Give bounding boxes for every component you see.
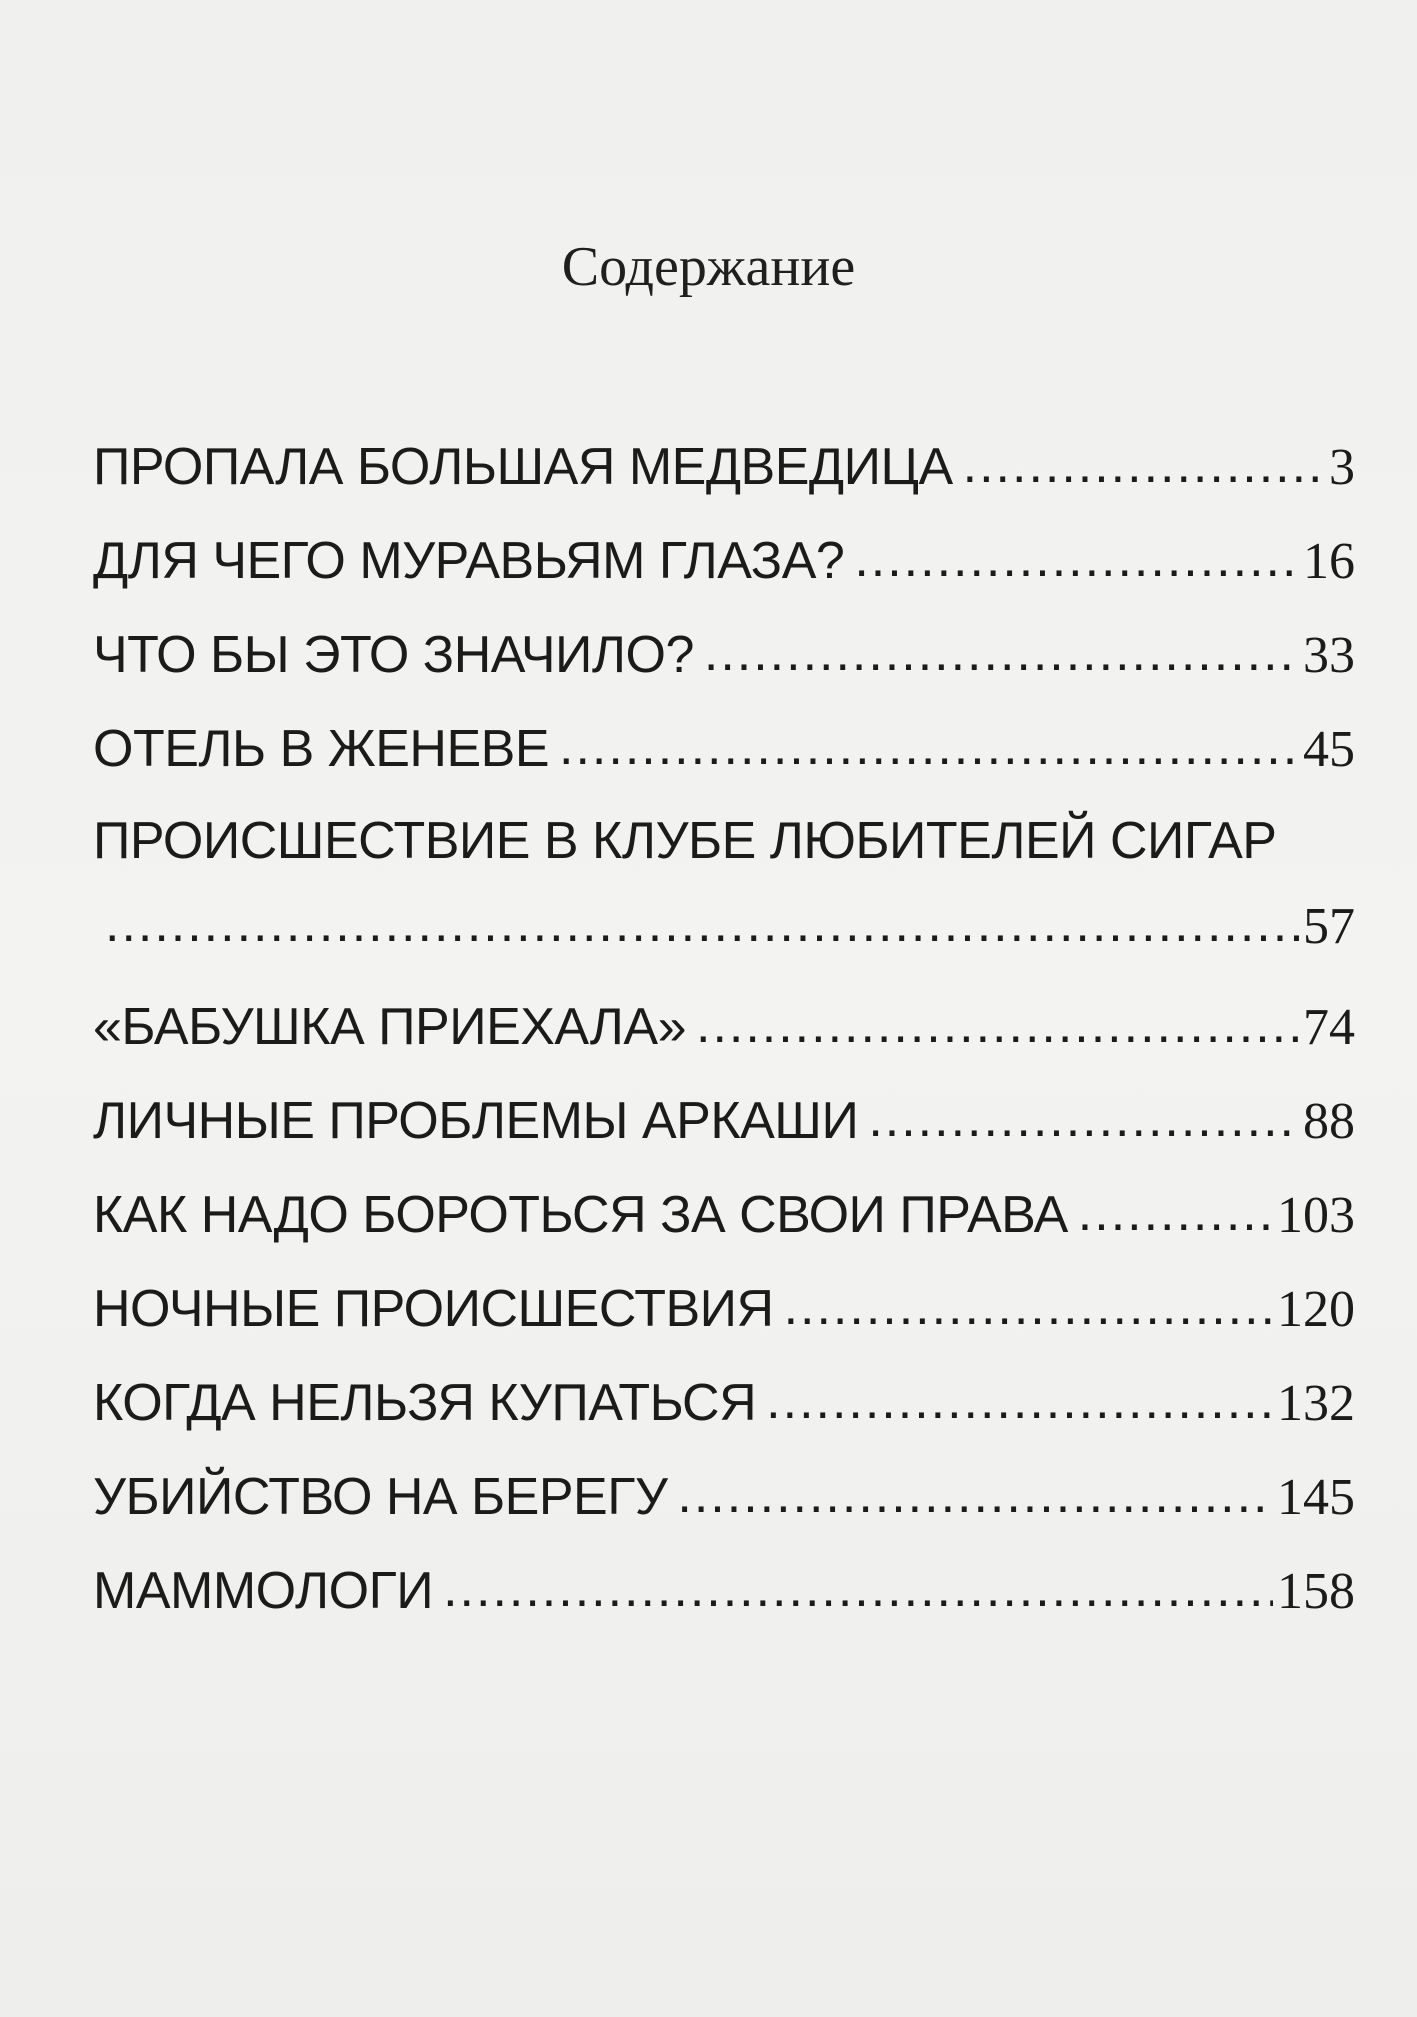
toc-entry <box>93 420 1355 514</box>
toc-dot-leader <box>963 418 1325 512</box>
toc-entry-title: ДЛЯ ЧЕГО МУРАВЬЯМ ГЛАЗА? <box>93 532 845 590</box>
toc-entry-title: ПРОИСШЕСТВИЕ В КЛУБЕ ЛЮБИТЕЛЕЙ СИГАР <box>93 812 1277 870</box>
page-title: Содержание <box>561 236 856 298</box>
toc-dot-leader <box>443 1542 1273 1636</box>
toc-dot-leader <box>784 1260 1273 1354</box>
toc-entry-title: МАММОЛОГИ <box>93 1562 434 1620</box>
toc-page-number: 74 <box>1303 999 1355 1056</box>
toc-dot-leader <box>766 1354 1273 1448</box>
toc-dot-leader <box>1078 1166 1273 1260</box>
toc-entry <box>93 796 1355 980</box>
toc-dot-leader <box>854 512 1299 606</box>
toc-entry-title: ПРОПАЛА БОЛЬШАЯ МЕДВЕДИЦА <box>93 438 953 496</box>
toc-entry <box>93 1356 1355 1450</box>
toc-entry-title: ЧТО БЫ ЭТО ЗНАЧИЛО? <box>93 626 694 684</box>
toc-entry <box>93 1544 1355 1638</box>
toc-page-number: 103 <box>1277 1187 1355 1244</box>
toc-entry <box>93 1262 1355 1356</box>
toc-entry-title: ОТЕЛЬ В ЖЕНЕВЕ <box>93 720 550 778</box>
toc-entry-title: КАК НАДО БОРОТЬСЯ ЗА СВОИ ПРАВА <box>93 1186 1068 1244</box>
toc-entry <box>93 514 1355 608</box>
toc-dot-leader <box>704 606 1299 700</box>
toc-dot-leader <box>868 1072 1299 1166</box>
toc-page-number: 16 <box>1303 533 1355 590</box>
toc-entry-title: НОЧНЫЕ ПРОИСШЕСТВИЯ <box>93 1280 774 1338</box>
toc-page-number: 33 <box>1303 627 1355 684</box>
toc-page-number: 158 <box>1277 1563 1355 1620</box>
toc-entry <box>93 1168 1355 1262</box>
toc-entry-title: КОГДА НЕЛЬЗЯ КУПАТЬСЯ <box>93 1374 757 1432</box>
toc-dot-leader <box>677 1448 1273 1542</box>
toc-page-number: 145 <box>1277 1469 1355 1526</box>
toc-entry-title: ЛИЧНЫЕ ПРОБЛЕМЫ АРКАШИ <box>93 1092 859 1150</box>
toc-page-number: 45 <box>1303 721 1355 778</box>
toc-dot-leader <box>105 884 1299 964</box>
toc-entry <box>93 702 1355 796</box>
toc-entry <box>93 1450 1355 1544</box>
toc-entry-title: УБИЙСТВО НА БЕРЕГУ <box>93 1468 668 1526</box>
toc-page-number: 132 <box>1277 1375 1355 1432</box>
toc-page-number: 57 <box>1303 898 1355 955</box>
toc-page-number: 88 <box>1303 1093 1355 1150</box>
toc-entry-title: «БАБУШКА ПРИЕХАЛА» <box>93 998 686 1056</box>
toc-page-number: 120 <box>1277 1281 1355 1338</box>
toc-dot-leader <box>559 700 1299 794</box>
toc-entry <box>93 980 1355 1074</box>
table-of-contents <box>93 420 1355 1638</box>
toc-entry <box>93 608 1355 702</box>
toc-entry <box>93 1074 1355 1168</box>
toc-dot-leader <box>696 978 1299 1072</box>
toc-page-number: 3 <box>1329 439 1355 496</box>
toc-entry-continuation <box>93 886 1355 980</box>
